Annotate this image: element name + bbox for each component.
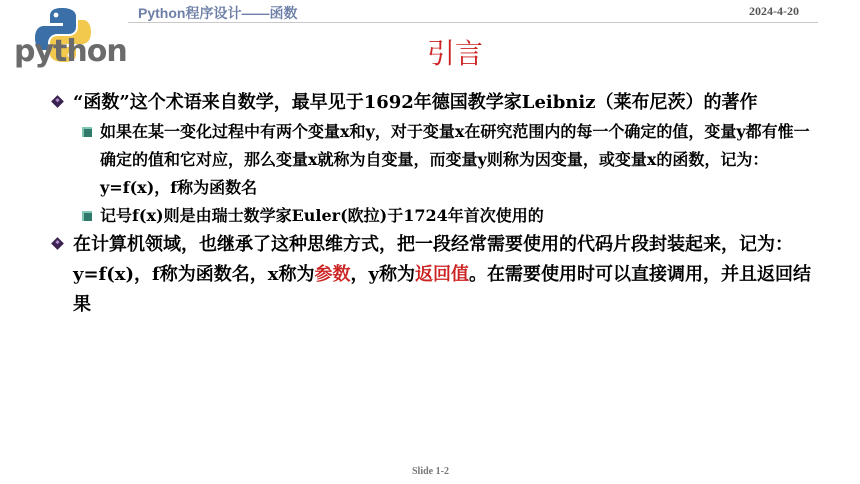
diamond-bullet-icon [51,237,64,250]
slide-date: 2024-4-20 [749,4,799,18]
python-logo [14,4,127,76]
sub-bullet-text-2: 记号f(x)则是由瑞士数学家Euler(欧拉)于1724年首次使用的 [100,206,544,225]
bullet-item-2 [48,230,818,320]
slide-number: Slide 1-2 [412,466,449,477]
square-bullet-icon [82,211,92,221]
bullet-text-1: “函数”这个术语来自数学，最早见于1692年德国教学家Leibniz（莱布尼茨）的著作 [73,92,758,113]
square-bullet-icon [82,127,92,137]
sub-bullet-item-2 [48,202,818,230]
logo-text: python [14,34,127,69]
highlight-return-value: 返回值 [415,264,469,285]
highlight-parameter: 参数 [314,264,351,285]
sub-bullet-item-1 [48,118,818,202]
bullet-text-2b: ，y称为 [350,264,415,285]
bullet-item-1 [48,88,818,118]
slide-title: 引言 [426,37,483,70]
sub-bullet-text-1: 如果在某一变化过程中有两个变量x和y，对于变量x在研究范围内的每一个确定的值，变量y都有惟一确定的值和它对应，那么变量x就称为自变量，而变量y则称为因变量，或变量x的函数，记为：y=f(x)，f称为函数名 [100,122,810,197]
bullet-text-2c: 。在需要使用时可以直接调用，并且返回结果 [73,264,811,315]
course-title: Python程序设计——函数 [138,5,298,21]
bullet-text-2a: 在计算机领域，也继承了这种思维方式，把一段经常需要使用的代码片段封装起来，记为：y=f(x)，f称为函数名，x称为 [73,234,793,285]
header-divider [128,22,818,23]
diamond-bullet-icon [51,95,64,108]
slide-content [48,88,818,320]
